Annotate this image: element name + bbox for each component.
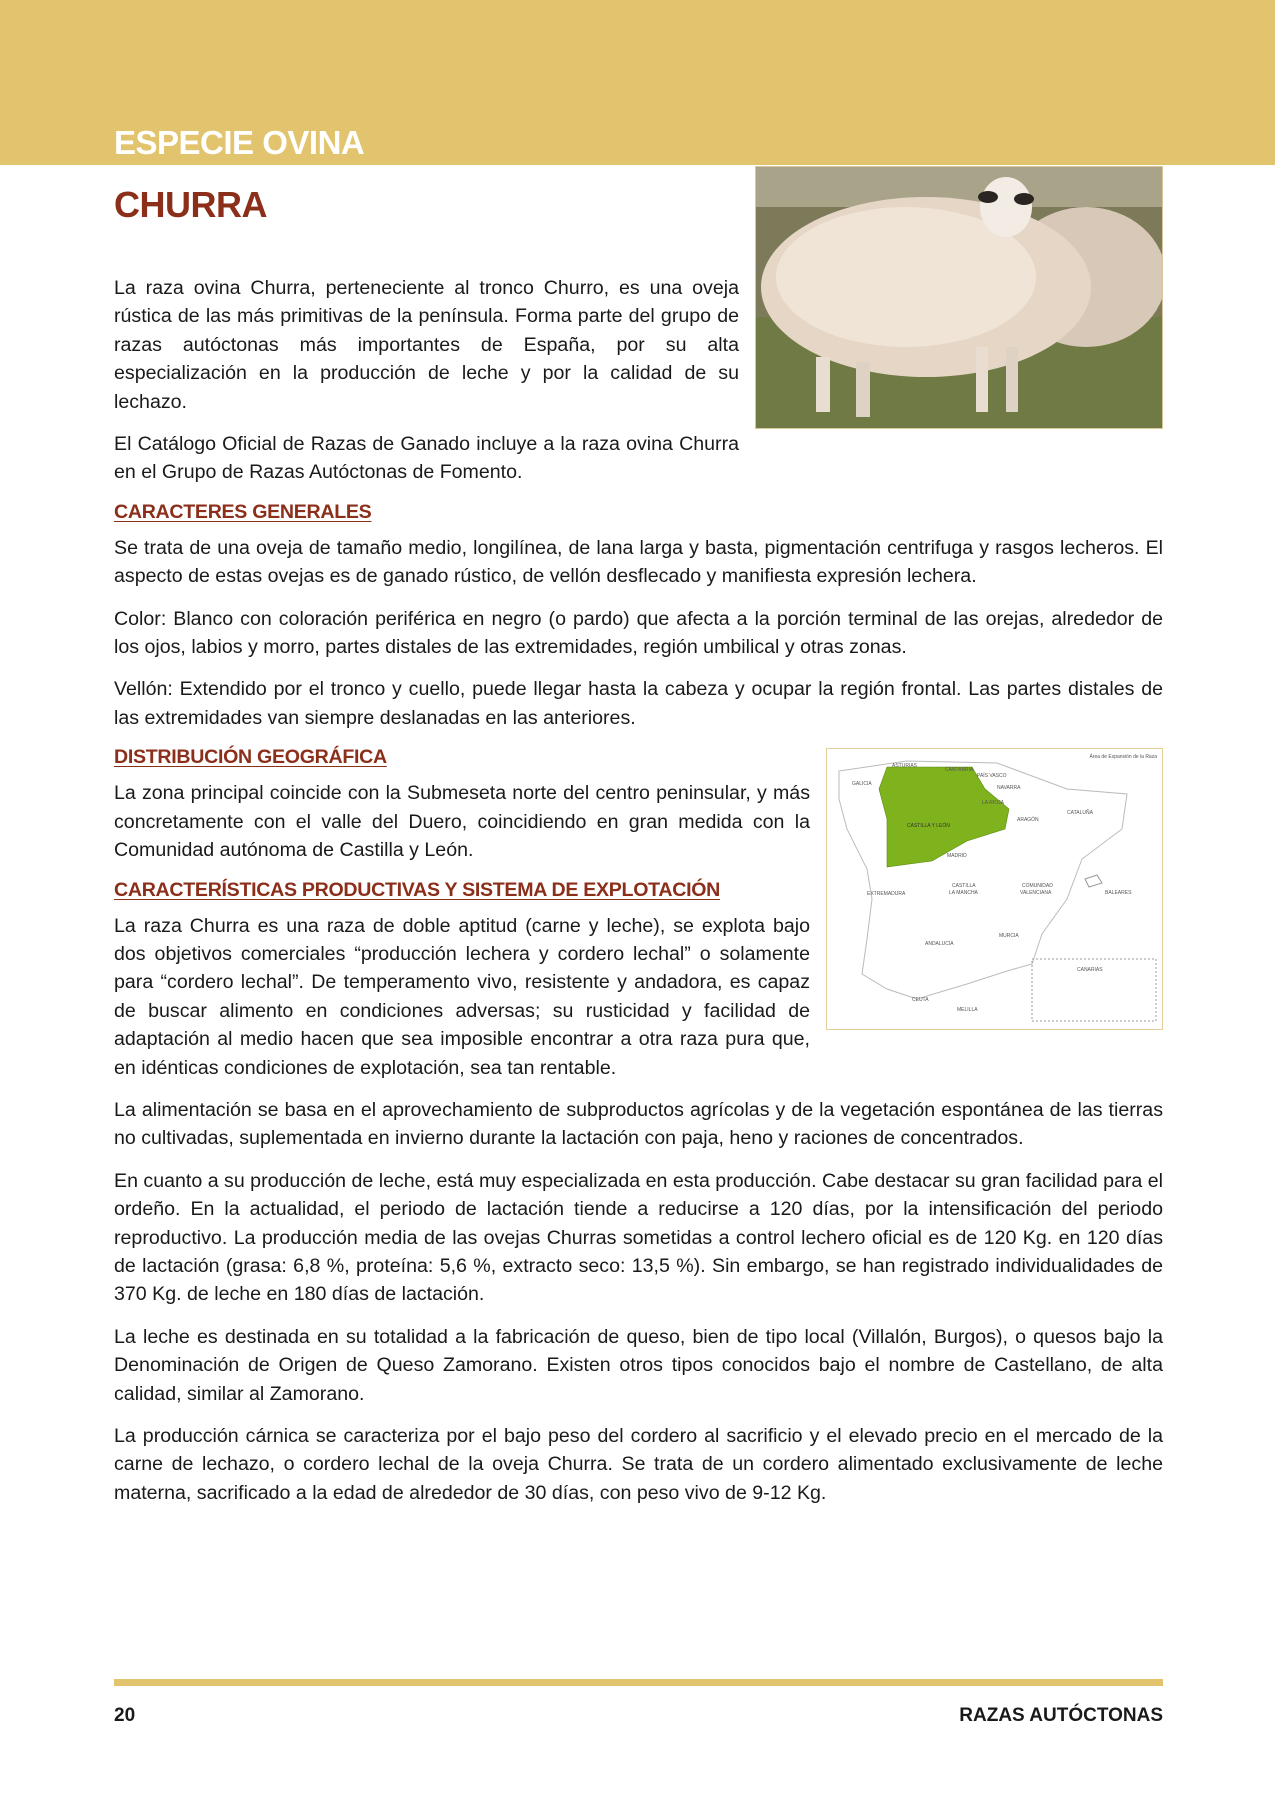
map-label: LA MANCHA (949, 890, 978, 897)
map-label: MELILLA (957, 1007, 978, 1014)
body-paragraph: La leche es destinada en su totalidad a la fabricación de queso, bien de tipo local (Villalón, Burgos), o quesos bajo la Denominación de Origen de Queso Zamorano. Existen otros tipos conocidos bajo el nombre de Castellano, de alta calidad, similar al Zamorano. (114, 1325, 1163, 1405)
body-paragraph: La zona principal coincide con la Submeseta norte del centro peninsular, y más concretamente con el valle del Duero, coincidiendo en gran medida con la Comunidad autónoma de Castilla y León. (114, 782, 810, 862)
map-label: LA RIOJA (982, 800, 1004, 807)
map-label: PAÍS VASCO (977, 773, 1007, 780)
map-label: CATALUÑA (1067, 810, 1093, 817)
section-heading-generales: CARACTERES GENERALES (114, 500, 372, 523)
map-label: VALENCIANA (1020, 890, 1052, 897)
map-label: CEUTA (912, 997, 929, 1004)
map-caption: Área de Expansión de la Raza (1089, 754, 1157, 761)
map-label: ARAGÓN (1017, 817, 1039, 824)
sheep-image (756, 167, 1163, 429)
intro-paragraph: El Catálogo Oficial de Razas de Ganado incluye a la raza ovina Churra en el Grupo de Razas Autóctonas de Fomento. (114, 433, 739, 484)
footer-title: RAZAS AUTÓCTONAS (959, 1705, 1163, 1726)
map-label: CANARIAS (1077, 967, 1103, 974)
map-label: MADRID (947, 853, 967, 860)
intro-paragraph: La raza ovina Churra, perteneciente al tronco Churro, es una oveja rústica de las más primitivas de la península. Forma parte del grupo de razas autóctonas más importantes de España, por su alta especialización en la producción de leche y por la calidad de su lechazo. (114, 277, 739, 413)
map-label: GALICIA (852, 781, 872, 788)
map-label: EXTREMADURA (867, 891, 906, 898)
map-label: ASTURIAS (892, 763, 918, 770)
distribution-map (826, 748, 1163, 1030)
body-paragraph: En cuanto a su producción de leche, está muy especializada en esta producción. Cabe destacar su gran facilidad para el ordeño. En la actualidad, el periodo de lactación tiende a reducirse a 120 días, por la intensificación del periodo reproductivo. La producción media de las ovejas Churras sometidas a control lechero oficial es de 120 Kg. en 120 días de lactación (grasa: 6,8 %, proteína: 5,6 %, extracto seco: 13,5 %). Sin embargo, se han registrado individualidades de 370 Kg. de leche en 180 días de lactación. (114, 1169, 1163, 1306)
body-paragraph: La producción cárnica se caracteriza por el bajo peso del cordero al sacrificio y el elevado precio en el mercado de la carne de lechazo, o cordero lechal de la oveja Churra. Se trata de un cordero alimentado exclusivamente de leche materna, sacrificado a la edad de alrededor de 30 días, con peso vivo de 9-12 Kg. (114, 1425, 1163, 1504)
map-label: MURCIA (999, 933, 1019, 940)
map-label: CASTILLA (952, 883, 976, 890)
body-paragraph: La alimentación se basa en el aprovechamiento de subproductos agrícolas y de la vegetación espontánea de las tierras no cultivadas, suplementada en invierno durante la lactación con paja, heno y raciones de concentrados. (114, 1098, 1163, 1150)
sheep-photo (755, 166, 1163, 429)
page-content (114, 166, 1163, 1521)
section-heading-productivas: CARACTERÍSTICAS PRODUCTIVAS Y SISTEMA DE EXPLOTACIÓN (114, 878, 721, 901)
map-label: CASTILLA Y LEÓN (907, 823, 950, 830)
map-label: ANDALUCÍA (925, 941, 954, 948)
body-paragraph: Se trata de una oveja de tamaño medio, longilínea, de lana larga y basta, pigmentación centrifuga y rasgos lecheros. El aspecto de estas ovejas es de ganado rústico, de vellón desflecado y manifiesta expresión lechera. (114, 536, 1163, 588)
body-paragraph: La raza Churra es una raza de doble aptitud (carne y leche), se explota bajo dos objetivos comerciales “producción lechera y cordero lechal” o solamente para “cordero lechal”. De temperamento vivo, resistente y andadora, es capaz de buscar alimento en condiciones adversas; su rusticidad y facilidad de adaptación al medio hacen que sea imposible encontrar a otra raza pura que, en idénticas condiciones de explotación, sea tan rentable. (114, 914, 810, 1079)
map-label: CANTABRIA (945, 767, 974, 774)
footer-rule (114, 1679, 1163, 1686)
map-label: COMUNIDAD (1022, 883, 1053, 890)
species-title: ESPECIE OVINA (114, 124, 365, 161)
body-paragraph: Vellón: Extendido por el tronco y cuello, puede llegar hasta la cabeza y ocupar la región frontal. Las partes distales de las extremidades van siempre deslanadas en las anteriores. (114, 678, 1163, 729)
page-number: 20 (114, 1705, 136, 1726)
section-heading-distribucion: DISTRIBUCIÓN GEOGRÁFICA (114, 746, 387, 769)
map-label: NAVARRA (997, 785, 1021, 792)
body-paragraph: Color: Blanco con coloración periférica en negro (o pardo) que afecta a la porción terminal de las orejas, alrededor de los ojos, labios y morro, partes distales de las extremidades, región umbilical y otras zonas. (114, 607, 1163, 659)
breed-title: CHURRA (114, 184, 267, 225)
map-label: BALEARES (1105, 890, 1132, 897)
